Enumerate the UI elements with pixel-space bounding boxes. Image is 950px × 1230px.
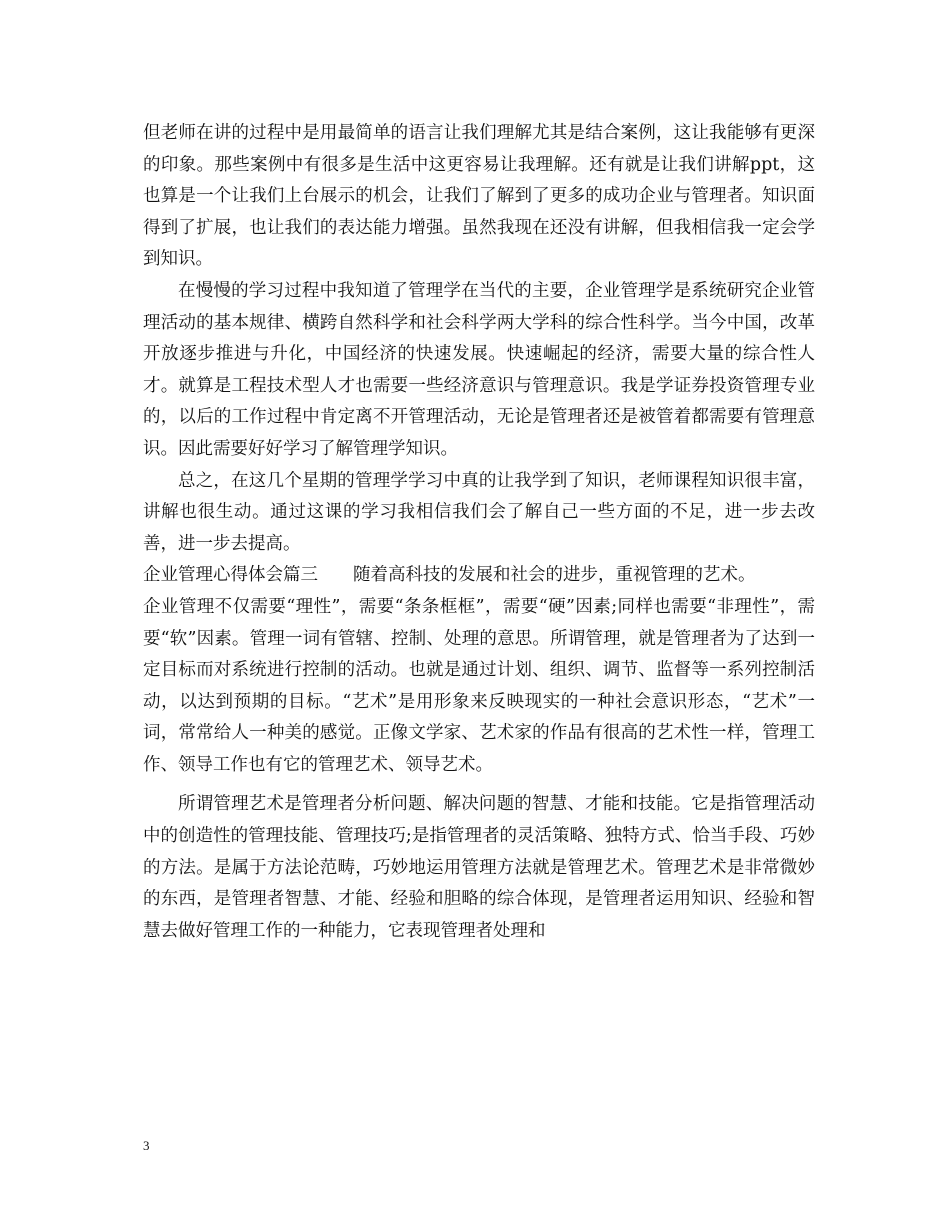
paragraph-management-art-skills: 所谓管理艺术是管理者分析问题、解决问题的智慧、才能和技能。它是指管理活动中的创造性的管理技能、管理技巧;是指管理者的灵活策略、独特方式、恰当手段、巧妙的方法。是属于方法论范畴，巧妙地运用管理方法就是管理艺术。管理艺术是非常微妙的东西，是管理者智慧、才能、经验和胆略的综合体现，是管理者运用知识、经验和智慧去做好管理工作的一种能力，它表现管理者处理和 [143,794,815,941]
paragraph-management-importance: 在慢慢的学习过程中我知道了管理学在当代的主要，企业管理学是系统研究企业管理活动的基本规律、横跨自然科学和社会科学两大学科的综合性科学。当今中国，改革开放逐步推进与升化，中国经济的快速发展。快速崛起的经济，需要大量的综合性人才。就算是工程技术型人才也需要一些经济意识与管理意识。我是学证券投资管理专业的，以后的工作过程中肯定离不开管理活动，无论是管理者还是被管着都需要有管理意识。因此需要好好学习了解管理学知识。 [143,280,815,459]
page-number: 3 [143,1138,150,1153]
paragraph-continued: 但老师在讲的过程中是用最简单的语言让我们理解尤其是结合案例，这让我能够有更深的印象。那些案例中有很多是生活中这更容易让我理解。还有就是让我们讲解ppt，这也算是一个让我们上台展示的机会，让我们了解到了更多的成功企业与管理者。知识面得到了扩展，也让我们的表达能力增强。虽然我现在还没有讲解，但我相信我一定会学到知识。 [143,123,815,270]
section-heading-part-three: 企业管理心得体会篇三 随着高科技的发展和社会的进步，重视管理的艺术。 [143,565,756,586]
paragraph-conclusion: 总之，在这几个星期的管理学学习中真的让我学到了知识，老师课程知识很丰富，讲解也很生动。通过这课的学习我相信我们会了解自己一些方面的不足，进一步去改善，进一步去提高。 [143,470,815,554]
page-body [143,118,815,947]
paragraph-management-art-definition: 企业管理不仅需要“理性”，需要“条条框框”，需要“硬”因素;同样也需要“非理性”，需要“软”因素。管理一词有管辖、控制、处理的意思。所谓管理，就是管理者为了达到一定目标而对系统进行控制的活动。也就是通过计划、组织、调节、监督等一系列控制活动，以达到预期的目标。“艺术”是用形象来反映现实的一种社会意识形态，“艺术”一词，常常给人一种美的感觉。正像文学家、艺术家的作品有很高的艺术性一样，管理工作、领导工作也有它的管理艺术、领导艺术。 [143,596,815,775]
